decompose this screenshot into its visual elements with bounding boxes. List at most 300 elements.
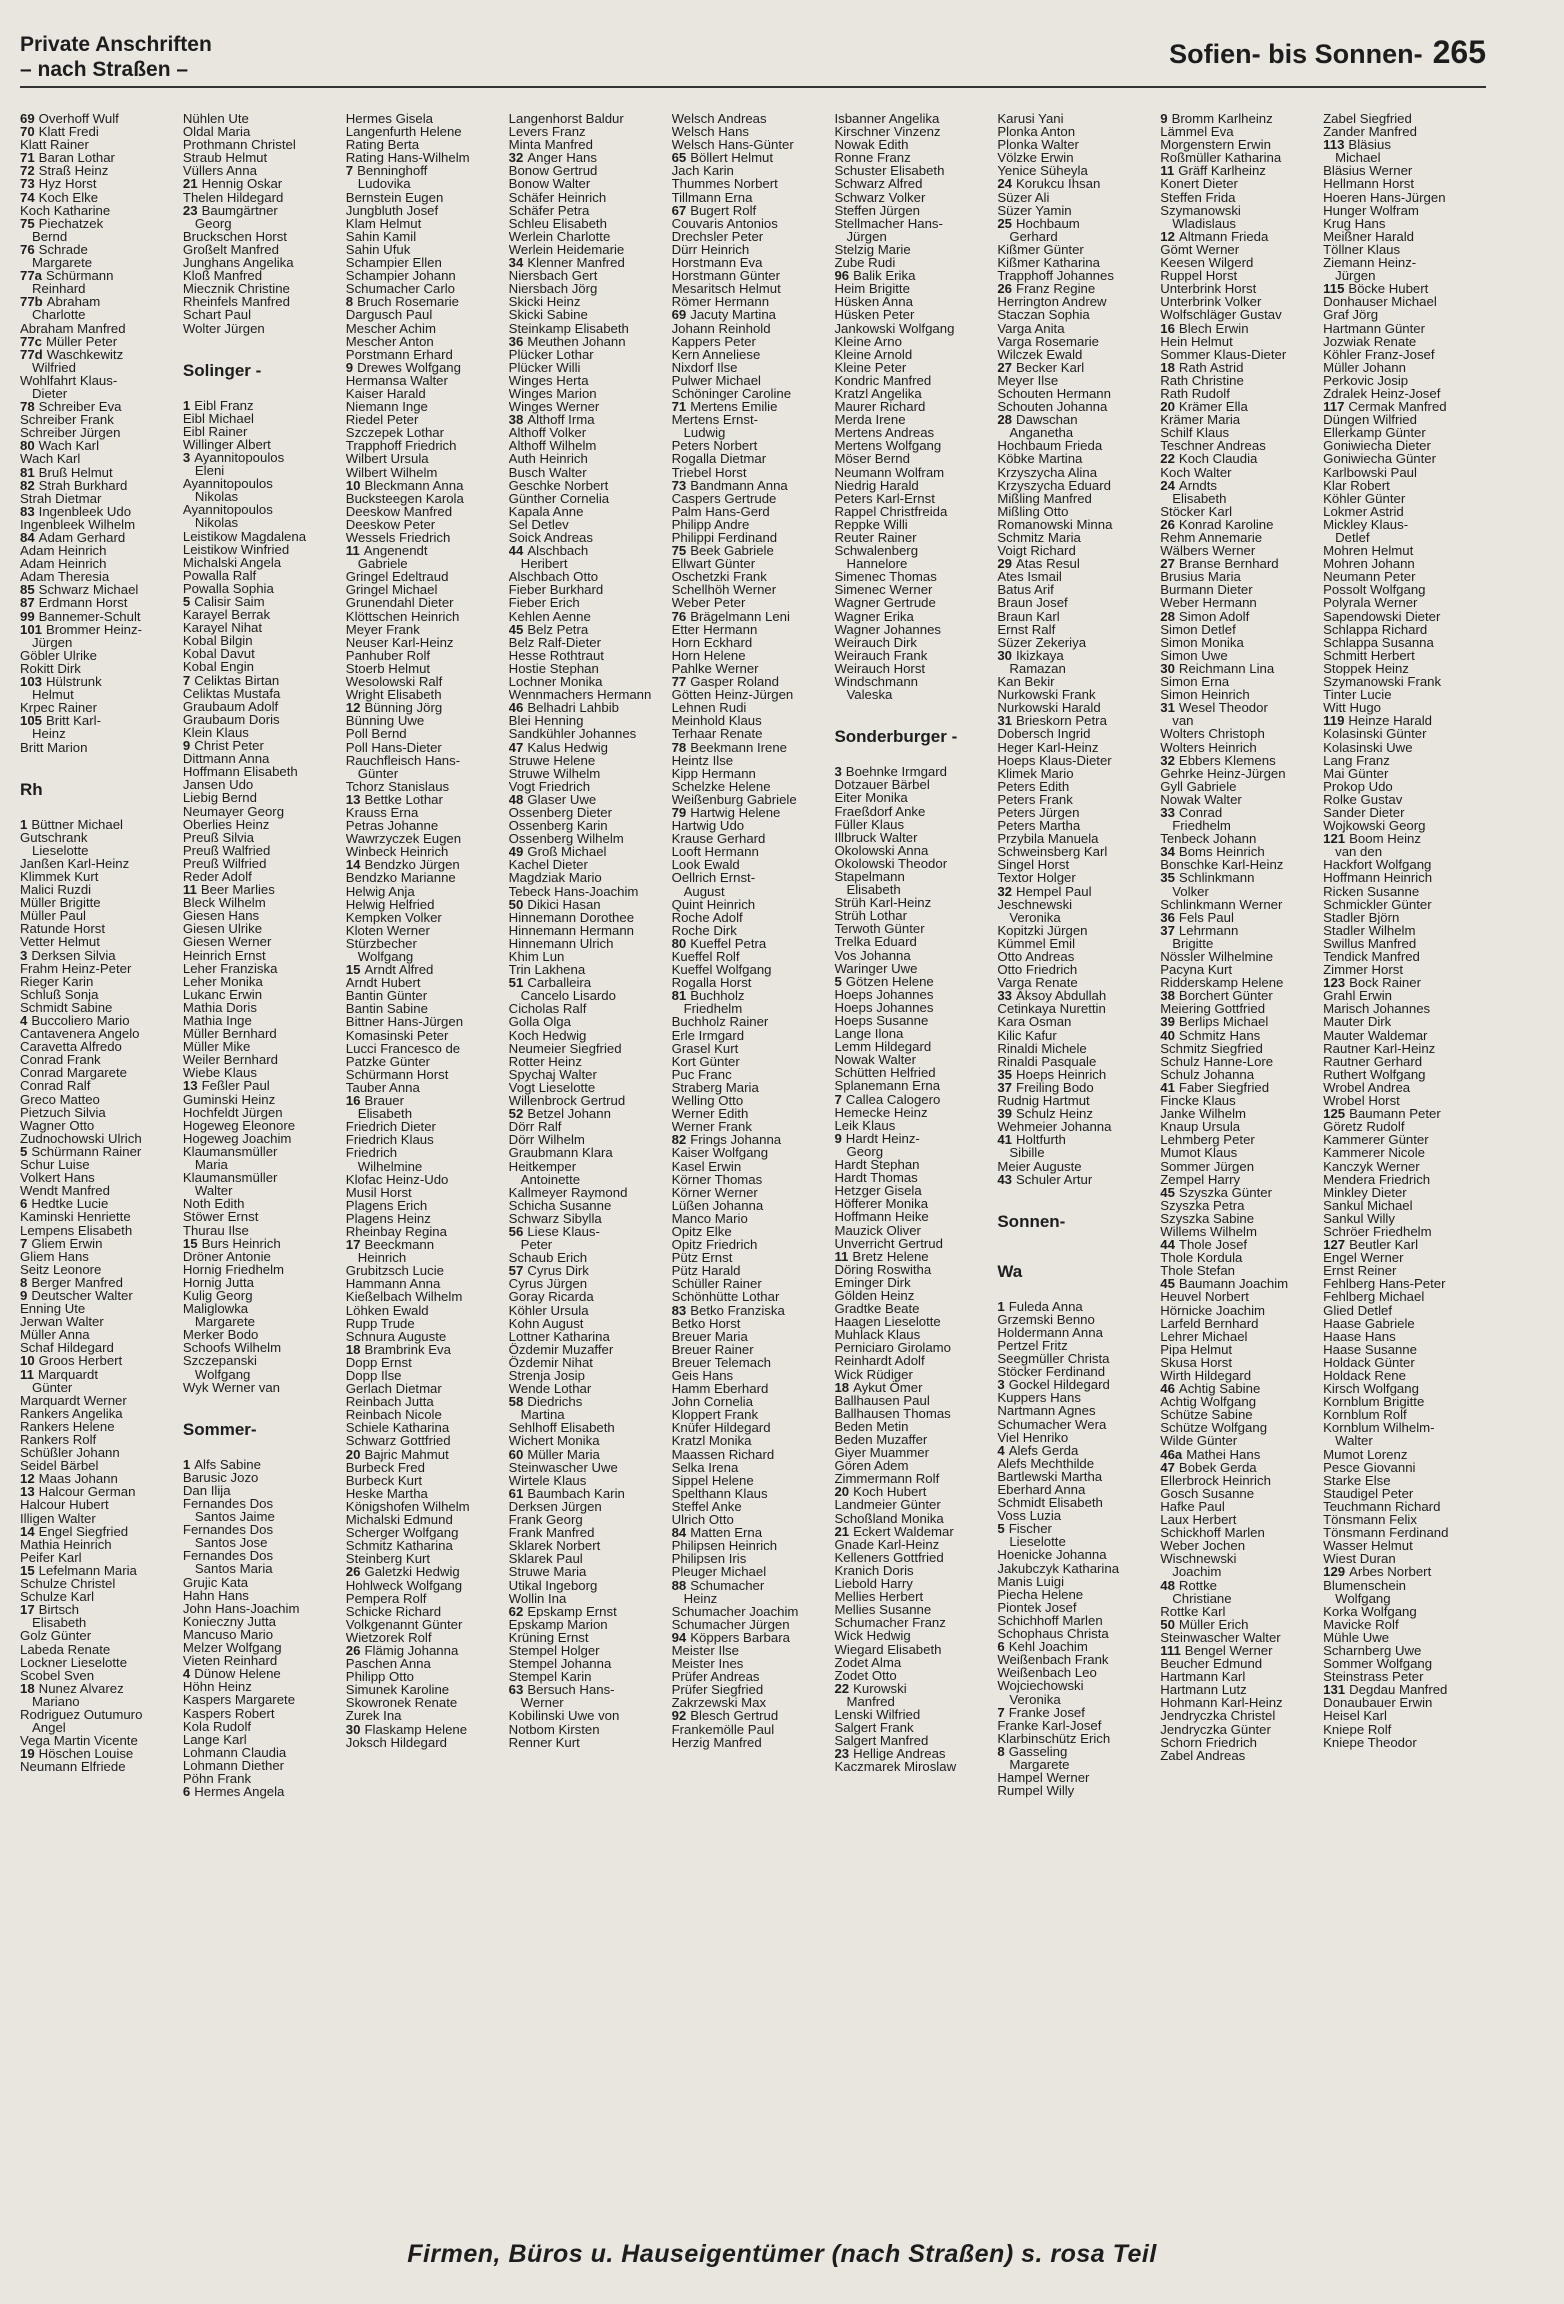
resident-name: Hoeps Klaus-Dieter [997, 752, 1112, 768]
street-heading: Solinger - [182, 360, 262, 380]
resident-name: Schluß Sonja [20, 986, 99, 1002]
resident-name: Peters Karl-Ernst [834, 490, 935, 506]
house-number: 18 [345, 1341, 361, 1357]
resident-name: Sander Dieter [1323, 804, 1405, 820]
resident-name: Wehmeier Johanna [997, 1119, 1112, 1135]
resident-name: Lehmberg Peter [1160, 1132, 1255, 1148]
resident-name: Schütze Sabine [1160, 1407, 1253, 1423]
resident-name: Ellerkamp Günter [1323, 425, 1426, 441]
resident-name: Schmitt Herbert [1323, 647, 1415, 663]
house-number: 22 [1160, 451, 1175, 467]
resident-name: Dopp Ilse [345, 1368, 402, 1383]
resident-name: Kempken Volker [345, 909, 442, 925]
house-number: 21 [182, 176, 198, 192]
resident-name: Rokitt Dirk [20, 660, 81, 676]
resident-name: Puc Franc [671, 1066, 732, 1082]
resident-name: Thelen Hildegard [182, 189, 284, 205]
resident-name: Schichhoff Marlen [997, 1612, 1103, 1628]
resident-name: Hardt Stephan [834, 1157, 920, 1173]
spacer [834, 751, 997, 765]
resident-name: Lehrer Michael [1160, 1328, 1248, 1344]
resident-name: Ziemann Heinz- [1323, 255, 1417, 271]
resident-name: Steinwascher Walter [1160, 1629, 1281, 1645]
directory-entry [183, 204, 346, 217]
resident-name: Heitkemper [508, 1158, 577, 1174]
resident-name: Neumann Peter [1323, 569, 1416, 585]
resident-name: Wohlfahrt Klaus- [20, 372, 118, 388]
resident-name: Ridderskamp Helene [1160, 975, 1284, 991]
house-number: 113 [1323, 137, 1345, 153]
resident-name: Bantin Sabine [345, 1001, 428, 1017]
resident-name: Fincke Klaus [1160, 1093, 1236, 1109]
resident-name: Greco Matteo [20, 1091, 100, 1107]
resident-name: Caravetta Alfredo [20, 1039, 122, 1055]
resident-name: Maurer Richard [834, 399, 926, 415]
resident-name: Bonow Gertrud [508, 163, 598, 179]
resident-name: Reder Adolf [182, 868, 252, 884]
resident-name: Wirtele Klaus [508, 1472, 587, 1488]
resident-name: Dittmann Anna [182, 751, 270, 767]
resident-name: Spelthann Klaus [671, 1485, 768, 1501]
entry-continuation: Valeska [846, 687, 893, 703]
resident-name: Hetzger Gisela [834, 1183, 922, 1199]
resident-name: Thole Stefan [1160, 1263, 1236, 1279]
resident-name: Staudigel Peter [1323, 1485, 1414, 1501]
house-number: 8 [345, 294, 354, 310]
house-number: 8 [20, 1274, 28, 1290]
column-7 [997, 112, 1160, 2222]
resident-name: Glaser Uwe [527, 791, 597, 807]
resident-name: Müller Brigitte [20, 895, 101, 911]
house-number: 48 [508, 791, 524, 807]
entry-continuation: Lieselotte [1009, 1534, 1066, 1550]
resident-name: Hellmann Horst [1323, 176, 1415, 192]
resident-name: Graubmann Klara [508, 1145, 613, 1161]
resident-name: Berlips Michael [1178, 1014, 1269, 1030]
resident-name: Hohmann Karl-Heinz [1160, 1695, 1283, 1711]
resident-name: Simenec Thomas [834, 569, 937, 585]
resident-name: Dikici Hasan [527, 896, 601, 912]
house-number: 81 [671, 988, 687, 1004]
resident-name: Varga Rosemarie [997, 333, 1099, 349]
resident-name: Özdemir Nihat [508, 1354, 593, 1370]
resident-name: Plagens Erich [345, 1197, 428, 1213]
resident-name: Utikal Ingeborg [508, 1577, 598, 1593]
resident-name: Kan Bekir [997, 674, 1055, 690]
house-number: 5 [997, 1521, 1005, 1537]
resident-name: Bannemer-Schult [38, 608, 141, 624]
resident-name: Glied Detlef [1323, 1302, 1393, 1318]
resident-name: Feßler Paul [201, 1078, 270, 1094]
house-number: 6 [182, 1784, 191, 1800]
resident-name: Nowak Walter [1160, 791, 1242, 807]
resident-name: Ingenbleek Udo [38, 503, 132, 519]
resident-name: Beekmann Irene [690, 739, 788, 755]
resident-name: Hostie Stephan [508, 660, 599, 676]
resident-name: Schwarz Gottfried [345, 1433, 451, 1449]
resident-name: Giyer Muammer [834, 1445, 929, 1461]
resident-name: Faber Siegfried [1178, 1079, 1270, 1095]
resident-name: Beeckmann [364, 1237, 435, 1253]
resident-name: Heinrich Ernst [182, 947, 266, 963]
resident-name: Lokmer Astrid [1323, 503, 1404, 519]
house-number: 26 [997, 281, 1013, 297]
resident-name: Bläsius [1348, 137, 1391, 153]
resident-name: Schreiber Frank [20, 412, 114, 428]
resident-name: Rehm Annemarie [1160, 530, 1263, 545]
resident-name: Lange Karl [182, 1731, 247, 1747]
resident-name: Hoeps Heinrich [1016, 1066, 1107, 1082]
resident-name: Bromm Karlheinz [1171, 112, 1273, 126]
resident-name: Meinhold Klaus [671, 713, 762, 729]
resident-name: Krpec Rainer [20, 700, 97, 716]
resident-name: Dotzauer Bärbel [834, 777, 930, 793]
house-number: 33 [997, 988, 1013, 1004]
resident-name: Mellies Susanne [834, 1602, 932, 1618]
house-number: 131 [1323, 1682, 1346, 1698]
column-5 [672, 112, 835, 2222]
directory-entry [20, 741, 183, 754]
resident-name: Jansen Udo [182, 777, 254, 793]
house-number: 31 [997, 713, 1013, 729]
resident-name: Leher Monika [182, 973, 263, 989]
resident-name: Kaiser Harald [345, 385, 426, 401]
resident-name: Cetinkaya Nurettin [997, 1001, 1106, 1017]
resident-name: Welling Otto [671, 1093, 744, 1109]
resident-name: Philipp Andre [671, 516, 750, 532]
resident-name: Rheinbay Regina [345, 1223, 447, 1239]
resident-name: Flämig Johanna [364, 1642, 459, 1658]
resident-name: Freiling Bodo [1016, 1079, 1094, 1095]
resident-name: Hüsken Anna [834, 294, 913, 310]
resident-name: Janke Wilhelm [1160, 1106, 1246, 1122]
resident-name: Enning Ute [20, 1301, 86, 1317]
house-number: 47 [508, 739, 524, 755]
house-number: 41 [997, 1132, 1013, 1148]
resident-name: Epskamp Ernst [527, 1603, 617, 1619]
resident-name: Bittner Hans-Jürgen [345, 1014, 464, 1030]
resident-name: Otto Friedrich [997, 962, 1078, 978]
resident-name: Anger Hans [527, 150, 597, 166]
resident-name: Rumpel Willy [997, 1783, 1075, 1799]
resident-name: Overhoff Wulf [38, 112, 119, 126]
resident-name: Burbeck Kurt [345, 1472, 423, 1488]
directory-entry [997, 1679, 1160, 1692]
entry-continuation: Elisabeth [32, 1615, 87, 1631]
resident-name: Dopp Ernst [345, 1354, 412, 1370]
resident-name: Graf Jörg [1323, 307, 1379, 323]
resident-name: Piontek Josef [997, 1599, 1077, 1615]
resident-name: Mendera Friedrich [1323, 1171, 1431, 1187]
resident-name: Weber Hermann [1160, 595, 1257, 611]
house-number: 56 [508, 1223, 524, 1239]
resident-name: Geis Hans [671, 1368, 734, 1383]
resident-name: Joksch Hildegard [345, 1734, 447, 1750]
house-number: 6 [997, 1639, 1005, 1655]
resident-name: Ates Ismail [997, 569, 1062, 585]
resident-name: Wolter Jürgen [182, 320, 265, 336]
house-number: 26 [345, 1564, 361, 1580]
resident-name: Fernandes Dos [182, 1522, 274, 1538]
spacer [183, 1444, 346, 1458]
resident-name: Hüsken Peter [834, 307, 915, 323]
resident-name: Burbeck Fred [345, 1459, 425, 1475]
resident-name: Fehlberg Hans-Peter [1323, 1276, 1446, 1292]
resident-name: Schlappa Susanna [1323, 634, 1434, 650]
house-number: 73 [671, 477, 687, 493]
resident-name: Halcour Hubert [20, 1497, 109, 1513]
resident-name: Diedrichs [527, 1394, 583, 1410]
resident-name: Haagen Lieselotte [834, 1314, 941, 1330]
resident-name: Adam Heinrich [20, 543, 107, 559]
resident-name: Köhler Ursula [508, 1302, 589, 1318]
resident-name: Salgert Manfred [834, 1733, 929, 1749]
resident-name: Knüfer Hildegard [671, 1420, 771, 1436]
resident-name: Manis Luigi [997, 1573, 1065, 1589]
house-number: 10 [20, 1353, 35, 1369]
resident-name: Liebig Bernd [182, 790, 257, 806]
resident-name: Hartmann Karl [1160, 1669, 1246, 1685]
resident-name: Klöttschen Heinrich [345, 608, 460, 624]
resident-name: Konrad Karoline [1178, 516, 1274, 532]
resident-name: Simon Heinrich [1160, 687, 1250, 703]
resident-name: Kuppers Hans [997, 1390, 1081, 1406]
entry-continuation: Veronika [1009, 1691, 1061, 1707]
resident-name: Grzemski Benno [997, 1311, 1095, 1327]
resident-name: Büttner Michael [31, 816, 123, 832]
resident-name: Wendt Manfred [20, 1183, 110, 1199]
resident-name: Groß Michael [527, 844, 607, 860]
house-number: 35 [1160, 870, 1175, 886]
resident-name: Kißmer Günter [997, 241, 1084, 257]
resident-name: Matten Erna [690, 1525, 763, 1541]
resident-name: Noth Edith [182, 1196, 245, 1212]
resident-name: Schuster Elisabeth [834, 163, 945, 179]
resident-name: Ikizkaya [1016, 647, 1064, 663]
resident-name: Dargusch Paul [345, 307, 433, 323]
resident-name: Füller Klaus [834, 816, 905, 832]
resident-name: Rogalla Horst [671, 975, 752, 991]
house-number: 9 [1160, 112, 1168, 126]
house-number: 37 [1160, 922, 1175, 938]
street-heading: Sonnen- [997, 1211, 1066, 1231]
resident-name: Scharnberg Uwe [1323, 1642, 1422, 1658]
resident-name: Rath Christine [1160, 372, 1244, 388]
resident-name: Wasser Helmut [1323, 1538, 1413, 1554]
resident-name: Hermes Gisela [345, 112, 433, 126]
resident-name: Krämer Ella [1178, 399, 1248, 415]
resident-name: Heintz Ilse [671, 752, 734, 768]
house-number: 84 [671, 1525, 687, 1541]
house-number: 13 [182, 1078, 198, 1094]
resident-name: Swillus Manfred [1323, 935, 1417, 951]
resident-name: Textor Holger [997, 870, 1076, 886]
house-number: 40 [1160, 1027, 1175, 1043]
resident-name: Schouten Hermann [997, 385, 1111, 401]
entry-continuation: Georg [194, 215, 232, 231]
resident-name: Werner Edith [671, 1106, 749, 1122]
resident-name: Hein Helmut [1160, 333, 1233, 349]
resident-name: Weber Peter [671, 595, 746, 611]
resident-name: Schnura Auguste [345, 1328, 447, 1344]
resident-name: Mühle Uwe [1323, 1629, 1390, 1645]
resident-name: Deutscher Walter [31, 1287, 133, 1303]
resident-name: Heisel Karl [1323, 1708, 1387, 1724]
house-number: 77d [20, 346, 43, 362]
resident-name: Kloß Manfred [182, 268, 263, 284]
resident-name: Beden Metin [834, 1418, 909, 1434]
resident-name: Schilf Klaus [1160, 425, 1230, 441]
resident-name: Karayel Berrak [182, 607, 271, 623]
resident-name: Gringel Michael [345, 582, 438, 598]
directory-entry [997, 217, 1160, 230]
resident-name: Peifer Karl [20, 1549, 82, 1565]
resident-name: Seidel Bärbel [20, 1458, 99, 1474]
entry-continuation: Santos Jaime [194, 1509, 275, 1525]
resident-name: Rauchfleisch Hans- [345, 752, 461, 768]
resident-name: Beutler Karl [1349, 1237, 1419, 1253]
resident-name: Kammerer Günter [1323, 1132, 1429, 1148]
house-number: 21 [834, 1523, 850, 1539]
house-number: 30 [1160, 660, 1175, 676]
house-number: 10 [345, 477, 361, 493]
resident-name: Schart Paul [182, 307, 252, 323]
resident-name: Gliem Erwin [31, 1235, 103, 1251]
resident-name: Strüh Karl-Heinz [834, 895, 932, 911]
resident-name: Jakubczyk Katharina [997, 1560, 1120, 1576]
house-number: 1 [182, 397, 191, 413]
resident-name: Simenec Werner [834, 582, 933, 598]
resident-name: Galetzki Hedwig [364, 1564, 460, 1580]
house-number: 77a [20, 268, 43, 284]
resident-name: Horn Helene [671, 647, 746, 663]
resident-name: Dünow Helene [194, 1666, 281, 1682]
resident-name: Minta Manfred [508, 137, 593, 153]
resident-name: Hoeps Johannes [834, 986, 934, 1002]
resident-name: Lang Franz [1323, 752, 1390, 768]
resident-name: Schlinkmann Werner [1160, 896, 1283, 912]
resident-name: Okolowski Anna [834, 842, 929, 858]
resident-name: Breuer Rainer [671, 1341, 754, 1357]
resident-name: Busch Walter [508, 464, 587, 480]
resident-name: Neumann Elfriede [20, 1759, 126, 1775]
resident-name: Mathia Inge [182, 1013, 252, 1028]
resident-name: Erle Irmgard [671, 1027, 745, 1043]
entry-continuation: Heinz [683, 1590, 718, 1606]
resident-name: Steinwascher Uwe [508, 1459, 618, 1475]
resident-name: Hyz Horst [38, 176, 97, 192]
resident-name: Mescher Anton [345, 333, 434, 349]
house-number: 69 [20, 112, 35, 126]
house-number: 7 [997, 1704, 1005, 1720]
resident-name: Rinaldi Michele [997, 1040, 1087, 1056]
entry-continuation: Jürgen [32, 634, 73, 650]
resident-name: Betko Franziska [690, 1302, 785, 1318]
resident-name: Belz Ralf-Dieter [508, 634, 602, 650]
resident-name: Struwe Wilhelm [508, 765, 601, 781]
resident-name: Tchorz Stanislaus [345, 778, 450, 794]
resident-name: Willenbrock Gertrud [508, 1093, 626, 1109]
resident-name: Szymanowski [1160, 202, 1241, 218]
resident-name: Köbke Martina [997, 451, 1083, 467]
directory-entry [1160, 924, 1323, 937]
resident-name: Vetter Helmut [20, 934, 100, 950]
resident-name: Degdau Manfred [1349, 1682, 1448, 1698]
entry-continuation: Wilhelmine [357, 1158, 423, 1174]
resident-name: Schüller Rainer [671, 1276, 762, 1292]
house-number: 3 [834, 764, 842, 780]
resident-name: Kueffel Wolfgang [671, 962, 772, 978]
resident-name: Kloten Werner [345, 922, 430, 938]
directory-entry [20, 1368, 183, 1381]
resident-name: Weirauch Dirk [834, 634, 918, 650]
entry-continuation: Margarete [32, 255, 93, 271]
resident-name: Schweinsberg Karl [997, 844, 1108, 860]
resident-name: Sandkühler Johannes [508, 726, 637, 742]
resident-name: Müller Anna [20, 1327, 90, 1343]
resident-name: Meister Ines [671, 1656, 744, 1672]
resident-name: Reuter Rainer [834, 530, 917, 545]
resident-name: Reppke Willi [834, 516, 908, 532]
house-number: 34 [508, 255, 524, 271]
resident-name: Rankers Rolf [20, 1432, 97, 1447]
house-number: 43 [997, 1171, 1013, 1187]
resident-name: Nixdorf Ilse [671, 359, 738, 375]
house-number: 1 [20, 816, 28, 832]
resident-name: Kasel Erwin [671, 1158, 742, 1174]
resident-name: Bersuch Hans- [527, 1682, 615, 1698]
resident-name: Friedrich [345, 1145, 398, 1161]
entry-continuation: Heinz [32, 726, 66, 742]
resident-name: Terhaar Renate [671, 726, 763, 742]
house-number: 44 [508, 543, 524, 559]
resident-name: Ernst Reiner [1323, 1263, 1397, 1279]
resident-name: Patzke Günter [345, 1053, 431, 1069]
entry-continuation: Maria [194, 1157, 228, 1173]
resident-name: Beucher Edmund [1160, 1656, 1263, 1672]
resident-name: Flaskamp Helene [364, 1721, 468, 1737]
resident-name: Terwoth Günter [834, 921, 925, 937]
resident-name: Hoffmann Elisabeth [182, 764, 298, 780]
resident-name: Rupp Trude [345, 1315, 415, 1331]
house-number: 81 [20, 464, 35, 480]
entry-continuation: Walter [194, 1183, 233, 1199]
resident-name: Golla Olga [508, 1014, 571, 1030]
resident-name: Franke Karl-Josef [997, 1717, 1102, 1733]
entry-continuation: Antoinette [520, 1171, 581, 1187]
resident-name: Kehlen Aenne [508, 608, 591, 624]
resident-name: Wennmachers Hermann [508, 687, 652, 703]
resident-name: Zudnochowski Ulrich [20, 1130, 142, 1146]
resident-name: Heim Brigitte [834, 281, 910, 297]
resident-name: Schmitz Maria [997, 530, 1081, 545]
resident-name: Nurkowski Frank [997, 687, 1096, 703]
house-number: 117 [1323, 399, 1345, 415]
resident-name: Plücker Willi [508, 359, 581, 375]
entry-continuation: Martina [520, 1407, 565, 1423]
house-number: 24 [997, 176, 1013, 192]
resident-name: Kolasinski Uwe [1323, 739, 1413, 755]
directory-entry [997, 1173, 1160, 1186]
resident-name: Ruppel Horst [1160, 268, 1238, 284]
resident-name: Eibl Rainer [182, 423, 248, 439]
entry-continuation: Veronika [1009, 909, 1061, 925]
house-number: 79 [671, 804, 687, 820]
resident-name: Schröer Friedhelm [1323, 1223, 1432, 1239]
house-number: 8 [997, 1743, 1005, 1759]
resident-name: Krzyszycha Eduard [997, 477, 1111, 493]
resident-name: Simon Detlef [1160, 621, 1236, 637]
